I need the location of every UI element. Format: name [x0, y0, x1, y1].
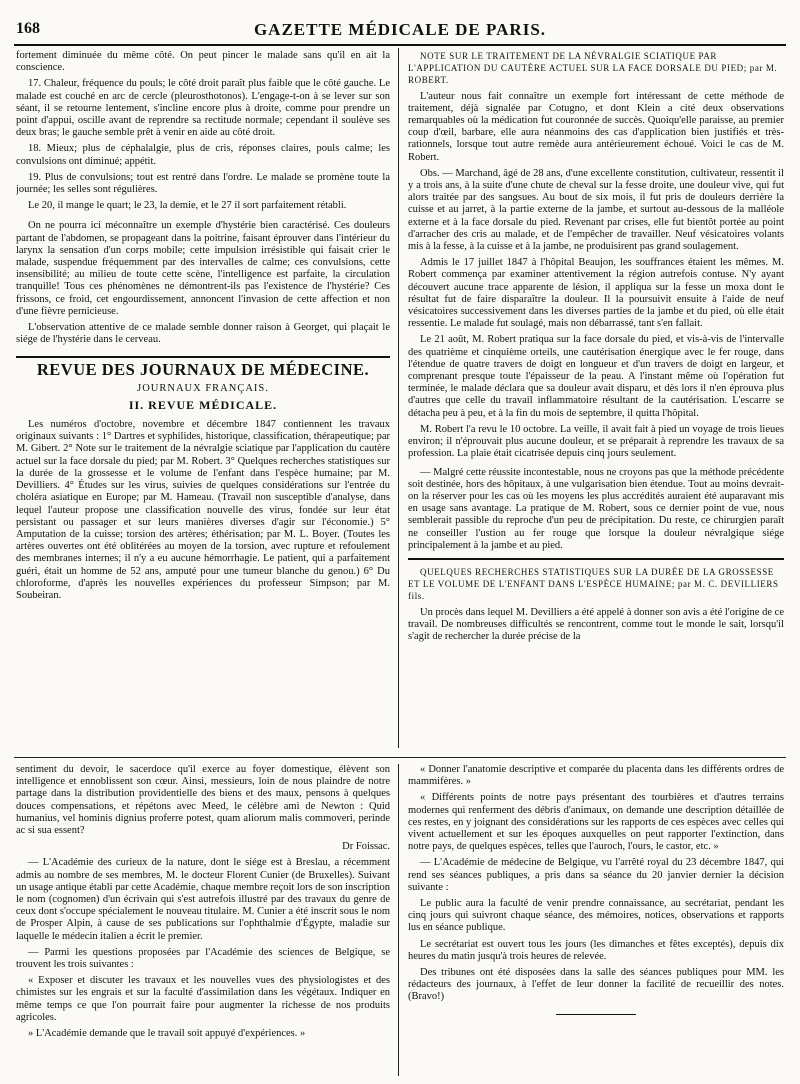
paragraph: Les numéros d'octobre, novembre et décembre 1847 contiennent les travaux originaux suivants : 1° Dartres et syphilides, historique, classification, thérapeutique; par M. Gibert. 2° Note sur le traitement de la névralgie sciatique par l'application du cautère actuel sur la face dorsale du pied; par M. Robert. 3° Quelques recherches statistiques sur la durée de la grossesse et le volume de l'enfant dans l'espèce humaine; par M. Devilliers. 4° Études sur les virus, suivies de quelques considérations sur l'entrée du choléra asiatique en Europe; par M. Hameau. (Travail non susceptible d'analyse, dans lequel l'auteur propose une classification nouvelle des virus, fondée sur leur état persistant ou passager et sur leurs manières diverses d'agir sur l'économie.) 5° Amputation de la cuisse; torsion des artères; éthérisation; par M. L. Boyer. (Toutes les artères ouvertes ont été oblitérées au moyen de la torsion, avec rupture et refoulement des membranes internes; il n'y a eu aucune hémorrhagie. Le patient, qui a parfaitement guéri, était un homme de 52 ans, amputé pour une tumeur blanche du genou.) 6° Du chloroforme, d'après les nouvelles expériences du professeur Simpson; par M. Soubeiran.: [16, 419, 390, 601]
paragraph: « Donner l'anatomie descriptive et comparée du placenta dans les différents ordres de mammifères. »: [408, 764, 784, 788]
page-number: 168: [16, 20, 40, 37]
section-rule: [16, 356, 390, 358]
paragraph: Le 20, il mange le quart; le 23, la demie, et le 27 il sort parfaitement rétabli.: [28, 200, 347, 212]
journal-title: GAZETTE MÉDICALE DE PARIS.: [253, 20, 547, 39]
paragraph: L'observation attentive de ce malade semble donner raison à Georget, qui plaçait le siége de l'hystérie dans le cerveau.: [16, 322, 390, 346]
paragraph: « Exposer et discuter les travaux et les nouvelles vues des physiologistes et des chimistes sur les engrais et sur la faculté d'assimilation dans les végétaux. Indiquer en même temps ce que l'on pourrait faire pour augmenter la richesse de nos produits agricoles.: [16, 975, 390, 1023]
left-column-bottom: [16, 764, 390, 1078]
paragraph: sentiment du devoir, le sacerdoce qu'il exerce au foyer domestique, élèvent son intelligence et ennoblissent son cœur. Ainsi, messieurs, loin de nous plaindre de notre partage dans la distribution providentielle des biens et des maux, pensons à quelques douces compensations, et répétons avec Meed, le célèbre ami de Newton : Quid humanius, vel hominis dignius proferre potest, quam aliorum malis commoveri, perinde ac si sua essent?: [16, 764, 390, 837]
paragraph: — L'Académie de médecine de Belgique, vu l'arrêté royal du 23 décembre 1847, qui rend ses séances publiques, a pris dans sa séance du 20 janvier dernier la décision suivante :: [408, 857, 784, 893]
header-rule: [14, 44, 786, 46]
paragraph: Un procès dans lequel M. Devilliers a été appelé à donner son avis a été l'origine de ce travail. De nombreuses difficultés se rencontrent, comme tout le monde le sait, lorsqu'il s'agit de rechercher la durée précise de la: [408, 606, 784, 642]
article-heading: QUELQUES RECHERCHES STATISTIQUES SUR LA DURÉE DE LA GROSSESSE ET LE VOLUME DE L'ENFANT DANS L'ESPÈCE HUMAINE; par M. C. DEVILLIERS fils.: [408, 566, 779, 602]
section-heading: II. REVUE MÉDICALE.: [128, 397, 278, 412]
paragraph: — L'Académie des curieux de la nature, dont le siége est à Breslau, a récemment admis au nombre de ses membres, M. le docteur Florent Cunier (de Bruxelles). Suivant un usage antique établi par cette Académie, chaque membre reçoit lors de son inscription le nom (cognomen) d'un écrivain qui s'est autrefois illustré par des travaux du genre de ceux dont s'occupe spécialement le nouveau titulaire. M. Cunier a été inscrit sous le nom de Prosper Alpin, à cause de ses publications sur l'ophthalmie d'Égypte, maladie sur laquelle le médecin italien a écrit le premier.: [16, 857, 390, 942]
paragraph: — Parmi les questions proposées par l'Académie des sciences de Belgique, se trouvent les trois suivantes :: [16, 946, 390, 971]
paragraph: » L'Académie demande que le travail soit appuyé d'expériences. »: [28, 1028, 306, 1040]
column-divider-top: [398, 48, 399, 748]
right-column-top: [408, 50, 784, 750]
signature: Dr Foissac.: [342, 841, 390, 853]
paragraph: 17. Chaleur, fréquence du pouls; le côté droit paraît plus faible que le côté gauche. Le malade est couché en arc de cercle (pleurosthotonos). L'engage-t-on à se lever sur son séant, il se retourne lentement, s'incline encore plus à droite, comme pour prendre un point d'appui, oscille avant de reprendre sa rectitude normale; cependant il soulève ses deux bras; le gauche semble prêt à venir en aide au côté droit.: [16, 78, 390, 139]
paragraph: Admis le 17 juillet 1847 à l'hôpital Beaujon, les souffrances étaient les mêmes. M. Robert commença par examiner attentivement la région autrefois contuse. N'y ayant découvert aucune trace apparente de lésion, il appliqua sur la fesse un moxa dont le résultat fut de faire disparaître la douleur. Il la poursuivit ensuite à l'aide de neuf vésicatoires successivement dans les diverses parties de la jambe et du pied, où elle était ressentie. Le malade fut soulagé, mais non débarrassé, tant s'en fallait.: [408, 257, 784, 330]
paragraph: Le 21 août, M. Robert pratiqua sur la face dorsale du pied, et vis-à-vis de l'intervalle des quatrième et cinquième orteils, une cautérisation énergique avec le fer rouge, dans l'étendue de quatre travers de doigt en longueur et d'un travers de doigt en largeur, et comprenant presque toute l'épaisseur de la peau. A l'instant même où l'opération fut terminée, le malade déclara que sa douleur avait disparu, et dès lors il n'en éprouva plus d'autres que celle du travail inflammatoire résultant de la cautérisation. L'escarre se détacha peu à peu, et à la fin du mois de septembre, il quitta l'hôpital.: [408, 334, 784, 419]
paragraph: Des tribunes ont été disposées dans la salle des séances publiques pour MM. les rédacteurs des journaux, à l'effet de leur donner la facilité de recueillir des notes. (Bravo!): [408, 967, 784, 1003]
paragraph: M. Robert l'a revu le 10 octobre. La veille, il avait fait à pied un voyage de trois lieues environ; il n'éprouvait plus aucune douleur, et se préparait à reprendre les travaux de sa profession. La plaie était cicatrisée depuis cinq jours seulement.: [408, 423, 784, 460]
article-heading: NOTE SUR LE TRAITEMENT DE LA NÉVRALGIE SCIATIQUE PAR L'APPLICATION DU CAUTÈRE ACTUEL SUR LA FACE DORSALE DU PIED; par M. ROBERT.: [408, 51, 778, 86]
section-subtitle: JOURNAUX FRANÇAIS.: [137, 382, 269, 394]
paragraph: Le secrétariat est ouvert tous les jours (les dimanches et fêtes exceptés), depuis dix heures du matin jusqu'à trois heures de relevée.: [408, 938, 784, 962]
left-column-top: [16, 50, 390, 750]
end-rule: [556, 1014, 636, 1015]
paragraph: « Différents points de notre pays présentant des tourbières et d'autres terrains modernes qui renferment des débris d'animaux, on demande une description détaillée de ces restes, en y joignant des considérations sur les rapports de ces espèces avec celles qui vivent actuellement et sur les époques auxquelles on peut rapporter l'extinction, dans notre pays, de quelques espèces, telles que l'auroch, l'ours, le castor, etc. »: [408, 792, 784, 853]
paragraph: 18. Mieux; plus de céphalalgie, plus de cris, réponses claires, pouls calme; les convulsions ont diminué; appétit.: [16, 143, 390, 167]
column-divider-bottom: [398, 764, 399, 1076]
section-rule: [408, 558, 784, 560]
section-divider: [14, 757, 786, 758]
paragraph: Obs. — Marchand, âgé de 28 ans, d'une excellente constitution, cultivateur, ressentit il y a trois ans, à la suite d'une chute de cheval sur la fesse droite, une douleur vive, qui fut alors traitée par des sangsues. Au bout de six mois, il fut pris de douleurs derrière la cuisse et au jarret, à la partie externe de la jambe, et surtout au-dessous de la malléole externe et à la face dorsale du pied. Revenant par crises, elle fut bientôt portée au point d'arracher des cris au malade, et de l'empêcher de travailler. Neuf vésicatoires volants mis à la fesse, à la cuisse et à la jambe, ne produisirent pas grand soulagement.: [408, 167, 784, 253]
paragraph: fortement diminuée du même côté. On peut pincer le malade sans qu'il en ait la conscience.: [16, 50, 390, 74]
paragraph: Le public aura la faculté de venir prendre connaissance, au secrétariat, pendant les cinq jours qui suivront chaque séance, des mémoires, notices, observations et rapports lus en séance publique.: [408, 898, 784, 934]
page-header: [14, 20, 786, 42]
paragraph: L'auteur nous fait connaître un exemple fort intéressant de cette méthode de traitement, déjà signalée par Cotugno, et dont Klein a cité deux observations remarquables où la médication fut couronnée de succès. Quoiqu'elle paraisse, au premier coup d'œil, barbare, elle aura néanmoins des cas d'application bien justifiés et très-rationnels, lorsque tout autre remède aura antérieurement échoué. Voici le cas de M. Robert.: [408, 90, 784, 163]
section-title: REVUE DES JOURNAUX DE MÉDECINE.: [36, 360, 370, 380]
paragraph: On ne pourra ici méconnaître un exemple d'hystérie bien caractérisé. Ces douleurs partant de l'abdomen, se propageant dans la poitrine, faisant éprouver dans l'intérieur du larynx la sensation d'un corps mobile; cette impulsion irrésistible qui faisait crier le malade, suspendue fréquemment par des intervalles de calme; ces convulsions, cette insensibilité; au milieu de toute cette scène, l'intelligence est parfaite, la circulation tranquille! Tous ces phénomènes ne démontrent-ils pas l'existence de l'hystérie? Ces frissons, ce froid, cet engourdissement, annoncent l'invasion de cette affection et non d'une fièvre pernicieuse.: [16, 220, 390, 317]
paragraph: — Malgré cette réussite incontestable, nous ne croyons pas que la méthode précédente soit destinée, hors des hôpitaux, à une vulgarisation bien étendue. Tout au moins devrait-on la réserver pour les cas où les moyens les plus accrédités auraient été auparavant mis en usage sans avantage. La pratique de M. Robert, sous ce dernier point de vue, nous semblerait passible du reproche d'un peu de précipitation. Du reste, ce chirurgien paraît ne conseiller l'ustion au fer rouge que lorsque la douleur névralgique siége principalement à la jambe et au pied.: [408, 466, 784, 551]
right-column-bottom: [408, 764, 784, 1078]
paragraph: 19. Plus de convulsions; tout est rentré dans l'ordre. Le malade se promène toute la journée; les selles sont régulières.: [16, 171, 390, 196]
